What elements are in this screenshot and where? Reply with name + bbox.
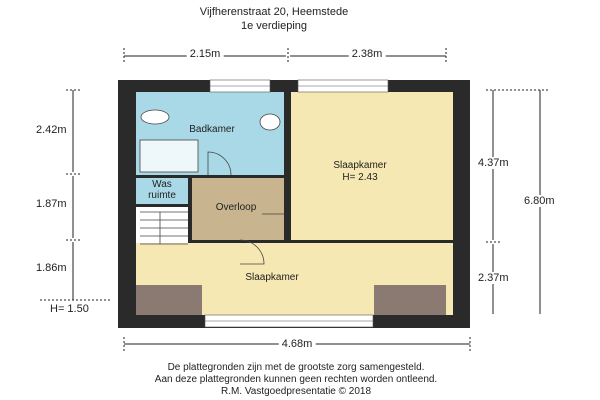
top-dimension-lines — [124, 48, 446, 64]
dim-left-2: 1.87m — [36, 198, 67, 210]
address-title: Vijfherenstraat 20, Heemstede — [199, 6, 349, 18]
eave-left — [136, 285, 202, 315]
dim-top-right: 2.38m — [349, 48, 386, 60]
dim-right-2: 2.37m — [478, 272, 509, 284]
toilet — [141, 110, 169, 124]
disclaimer-line-2: Aan deze plattegronden kunnen geen rechten worden ontleend. — [154, 374, 438, 385]
dim-bottom-total: 4.68m — [279, 338, 316, 350]
room-wasruimte-line2: ruimte — [148, 190, 176, 201]
dim-left-1: 2.42m — [36, 124, 67, 136]
eave-right — [374, 285, 446, 315]
disclaimer-line-1: De plattegronden zijn met de grootste zorg samengesteld. — [167, 362, 425, 373]
dim-right-total: 6.80m — [524, 195, 555, 207]
copyright-line: R.M. Vastgoedpresentatie © 2018 — [220, 386, 372, 397]
sink — [260, 114, 280, 130]
room-overloop: Overloop — [215, 202, 257, 213]
room-badkamer: Badkamer — [189, 124, 235, 135]
dim-top-left: 2.15m — [187, 48, 224, 60]
windows-bottom — [205, 315, 373, 327]
room-wasruimte-line1: Was — [152, 179, 172, 190]
floor-title: 1e verdieping — [240, 20, 308, 32]
room-slaapkamer-2: Slaapkamer — [245, 272, 299, 283]
room-slaapkamer-1-height: H= 2.43 — [342, 172, 378, 183]
room-slaapkamer-1: Slaapkamer — [333, 160, 387, 171]
dim-left-3: 1.86m — [36, 262, 67, 274]
windows-top — [210, 80, 388, 92]
dim-right-1: 4.37m — [478, 157, 509, 169]
height-note: H= 1.50 — [50, 303, 89, 315]
shower — [140, 140, 198, 172]
